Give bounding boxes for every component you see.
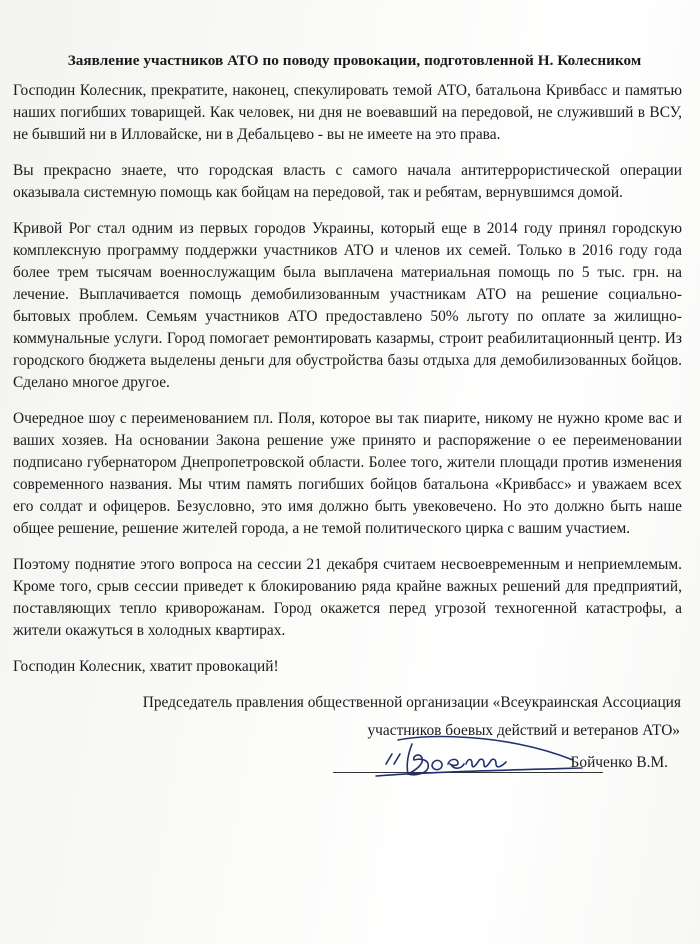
signature-block (13, 692, 682, 784)
paragraph-4: Очередное шоу с переименованием пл. Поля, которое вы так пиарите, никому не нужно кроме вас и ваших хозяев. На основании Закона решение уже принято и распоряжение о ее переименовании подписано губернатором Днепропетровской области. Более того, жители площади против изменения современного названия. Мы чтим память погибших бойцов батальона «Кривбасс» и уважаем всех его солдат и офицеров. Безусловно, это имя должно быть увековечено. Но это должно быть наше общее решение, решение жителей города, а не темой политического цирка с вашим участием. (13, 410, 682, 537)
paragraph-1: Господин Колесник, прекратите, наконец, спекулировать темой АТО, батальона Кривбасс и памятью наших погибших товарищей. Как человек, ни дня не воевавший на передовой, не служивший в ВСУ, не бывший ни в Илловайске, ни в Дебальцево - вы не имеете на это права. (13, 82, 682, 143)
signature-row (13, 744, 682, 784)
paragraph-3: Кривой Рог стал одним из первых городов Украины, который еще в 2014 году принял городскую комплексную программу поддержки участников АТО и членов их семей. Только в 2016 году года более трем тысячам военнослужащим была выплачена материальная помощь по 5 тыс. грн. на лечение. Выплачивается помощь демобилизованным участникам АТО на решение социально-бытовых проблем. Семьям участников АТО предоставлено 50% льготу по оплате за жилищно-коммунальные услуги. Город помогает ремонтировать казармы, строит реабилитационный центр. Из городского бюджета выделены деньги для обустройства базы отдыха для демобилизованных бойцов. Сделано многое другое. (13, 220, 682, 391)
paragraph-5: Поэтому поднятие этого вопроса на сессии 21 декабря считаем несвоевременным и неприемлемым. Кроме того, срыв сессии приведет к блокированию ряда крайне важных решений для предприятий, поставляющих тепло криворожанам. Город окажется перед угрозой техногенной катастрофы, а жители окажуться в холодных квартирах. (13, 556, 682, 639)
closing-line: Господин Колесник, хватит провокаций! (13, 658, 279, 675)
signatory-name: Бойченко В.М. (570, 754, 668, 771)
document-title: Заявление участников АТО по поводу провокации, подготовленной Н. Колесником (67, 52, 642, 69)
signature-org-line-1: Председатель правления общественной организации «Всеукраинская Ассоциация (142, 694, 681, 711)
handwritten-signature (368, 730, 588, 786)
signature-org-line-2: участников боевых действий и ветеранов АТО» (367, 722, 680, 739)
paragraph-2: Вы прекрасно знаете, что городская власть с самого начала антитеррористической операции оказывала системную помощь как бойцам на передовой, так и ребятам, вернувшимся домой. (13, 162, 682, 201)
